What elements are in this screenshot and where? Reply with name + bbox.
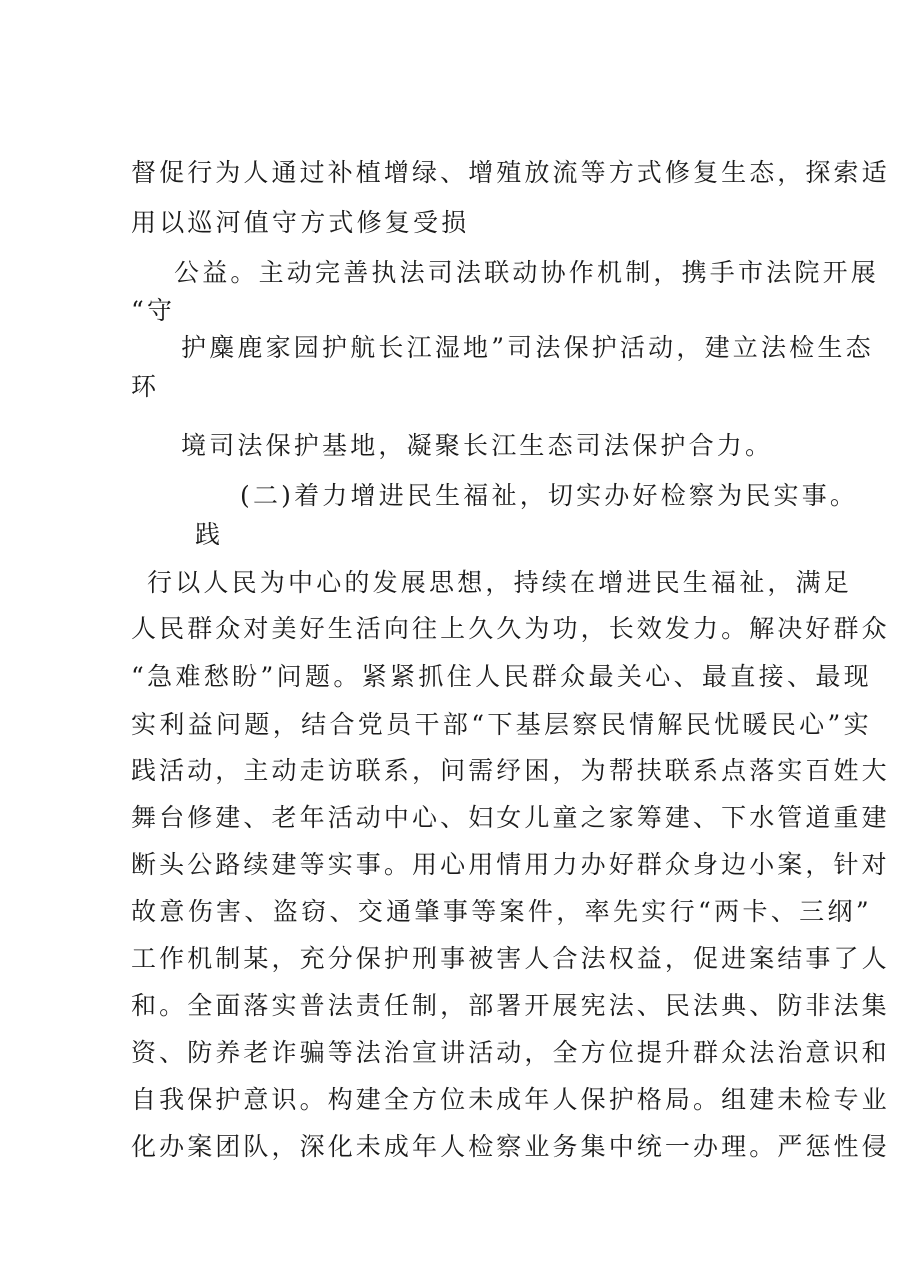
text-line: 和。全面落实普法责任制，部署开展宪法、民法典、防非法集 — [131, 991, 890, 1020]
text-line: 自我保护意识。构建全方位未成年人保护格局。组建未检专业 — [131, 1085, 890, 1114]
text-line: 行以人民为中心的发展思想，持续在增进民生福祉，满足 — [147, 568, 853, 597]
section-heading: (二)着力增进民生福祉，切实办好检察为民实事。 — [240, 481, 859, 510]
text-line: 境司法保护基地，凝聚长江生态司法保护合力。 — [181, 431, 774, 460]
text-line: 督促行为人通过补植增绿、增殖放流等方式修复生态，探索适 — [131, 158, 890, 187]
text-line: 舞台修建、老年活动中心、妇女儿童之家筹建、下水管道重建 — [131, 803, 890, 832]
text-line: 环 — [131, 372, 160, 401]
text-line: 故意伤害、盗窃、交通肇事等案件，率先实行“两卡、三纲” — [131, 897, 873, 926]
text-line: 化办案团队，深化未成年人检察业务集中统一办理。严惩性侵 — [131, 1132, 890, 1161]
text-line: 资、防养老诈骗等法治宣讲活动，全方位提升群众法治意识和 — [131, 1038, 890, 1067]
text-line: “急难愁盼”问题。紧紧抓住人民群众最关心、最直接、最现 — [131, 662, 873, 691]
text-line: 实利益问题，结合党员干部“下基层察民情解民忧暖民心”实 — [131, 710, 873, 739]
text-line: 公益。主动完善执法司法联动协作机制，携手市法院开展 — [174, 258, 880, 287]
text-line: 断头公路续建等实事。用心用情用力办好群众身边小案，针对 — [131, 850, 890, 879]
text-line: 践 — [195, 520, 224, 549]
text-line: 工作机制某，充分保护刑事被害人合法权益，促进案结事了人 — [131, 944, 890, 973]
text-line: 用以巡河值守方式修复受损 — [131, 208, 470, 237]
text-line: “守 — [131, 296, 176, 325]
text-line: 人民群众对美好生活向往上久久为功，长效发力。解决好群众 — [131, 614, 890, 643]
text-line: 护麋鹿家园护航长江湿地”司法保护活动，建立法检生态 — [181, 333, 874, 362]
text-line: 践活动，主动走访联系，问需纾困，为帮扶联系点落实百姓大 — [131, 756, 890, 785]
